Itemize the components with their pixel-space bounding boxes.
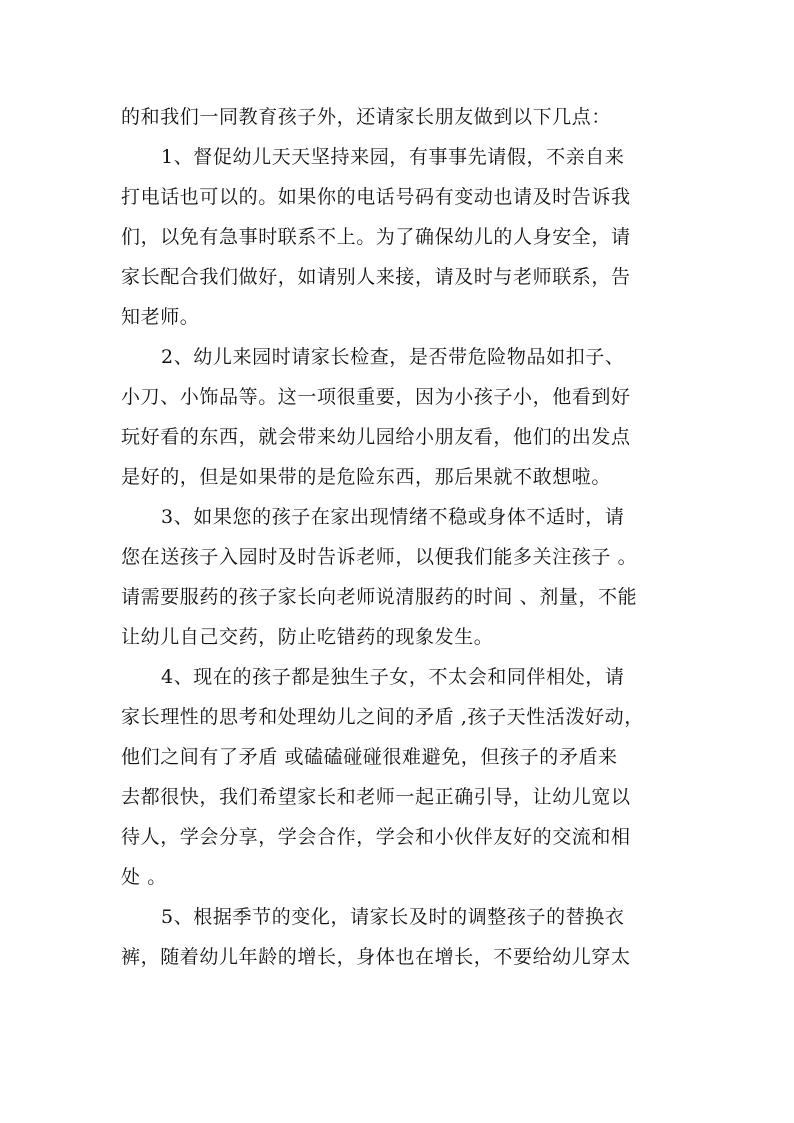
text-line: 裤，随着幼儿年龄的增长，身体也在增长，不要给幼儿穿太 (121, 946, 631, 968)
text-line: 3、如果您的孩子在家出现情绪不稳或身体不适时，请 (161, 506, 625, 528)
document-body (121, 97, 681, 977)
text-line: 知老师。 (121, 306, 200, 328)
text-line: 您在送孩子入园时及时告诉老师，以便我们能多关注孩子 。 (121, 546, 638, 568)
text-line: 家长理性的思考和处理幼儿之间的矛盾 ,孩子天性活泼好动， (121, 706, 644, 728)
text-line: 他们之间有了矛盾 或磕磕碰碰很难避免，但孩子的矛盾来 (121, 746, 618, 768)
text-line: 处 。 (121, 866, 167, 888)
text-line: 是好的，但是如果带的是危险东西，那后果就不敢想啦。 (121, 466, 612, 488)
text-line: 2、幼儿来园时请家长检查，是否带危险物品如扣子、 (161, 346, 625, 368)
text-line: 让幼儿自己交药，防止吃错药的现象发生。 (121, 626, 494, 648)
text-line: 小刀、小饰品等。这一项很重要，因为小孩子小，他看到好 (121, 386, 631, 408)
text-line: 1、督促幼儿天天坚持来园，有事事先请假，不亲自来 (161, 146, 625, 168)
text-line: 请需要服药的孩子家长向老师说清服药的时间 、剂量，不能 (121, 586, 638, 608)
text-line: 5、根据季节的变化，请家长及时的调整孩子的替换衣 (161, 906, 625, 928)
text-line: 玩好看的东西，就会带来幼儿园给小朋友看，他们的出发点 (121, 426, 631, 448)
text-line: 去都很快，我们希望家长和老师一起正确引导，让幼儿宽以 (121, 786, 631, 808)
text-line: 打电话也可以的。如果你的电话号码有变动也请及时告诉我 (121, 186, 631, 208)
text-line: 的和我们一同教育孩子外，还请家长朋友做到以下几点： (121, 106, 612, 128)
text-line: 待人，学会分享，学会合作，学会和小伙伴友好的交流和相 (121, 826, 631, 848)
text-line: 4、现在的孩子都是独生子女，不太会和同伴相处，请 (161, 666, 625, 688)
text-line: 们，以免有急事时联系不上。为了确保幼儿的人身安全，请 (121, 226, 631, 248)
text-line: 家长配合我们做好，如请别人来接，请及时与老师联系，告 (121, 266, 631, 288)
